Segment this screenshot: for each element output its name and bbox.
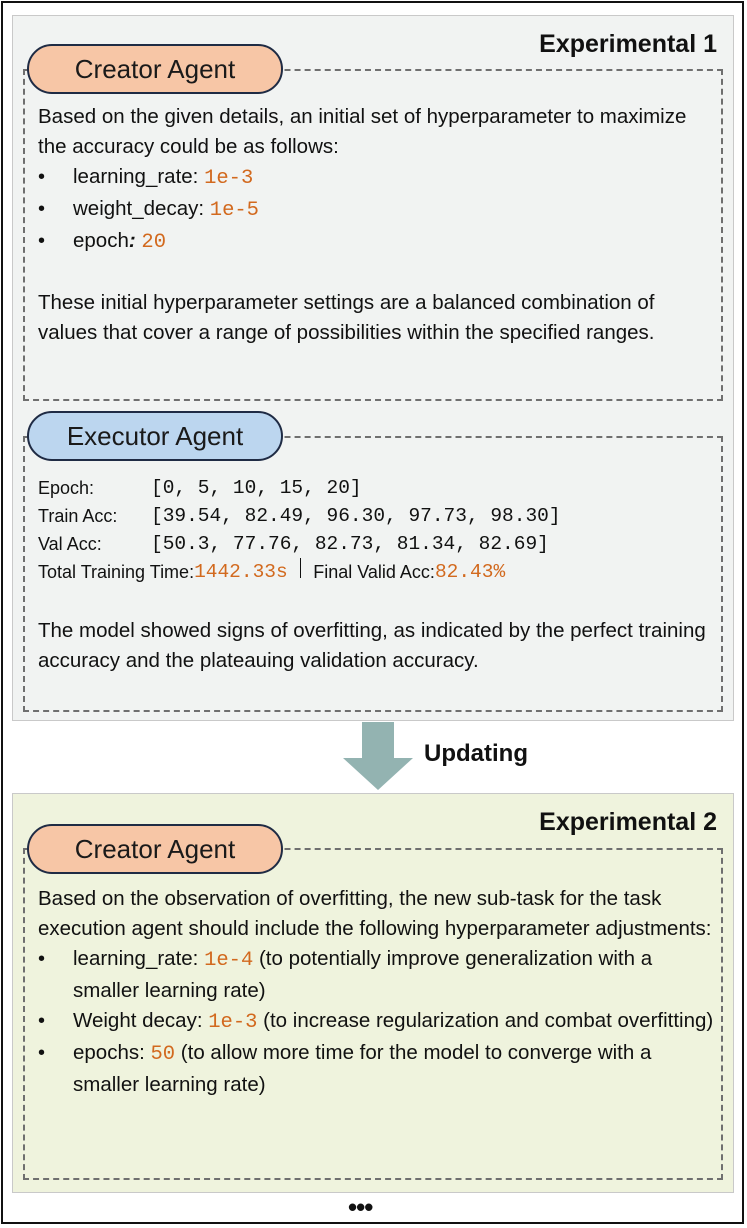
down-arrow-icon <box>340 722 416 792</box>
param-weight-decay: • weight_decay: 1e-5 <box>38 194 718 226</box>
creator-2-intro: Based on the observation of overfitting, the new sub-task for the task execution agent should include the following hyperparameter adjustments: <box>38 887 712 940</box>
creator-1-intro: Based on the given details, an initial set of hyperparameter to maximize the accuracy could be as follows: <box>38 105 687 158</box>
creator-1-param-list <box>38 162 718 258</box>
param-weight-decay-2: • Weight decay: 1e-3 (to increase regularization and combat overfitting) <box>38 1006 718 1038</box>
updating-label: Updating <box>424 740 528 767</box>
result-row-summary-metrics: Total Training Time: 1442.33s Final Valid Acc: 82.43% <box>38 558 561 586</box>
param-learning-rate: • learning_rate: 1e-3 <box>38 162 718 194</box>
executor-agent-pill: Executor Agent <box>27 411 283 461</box>
result-row-val-acc: Val Acc: [50.3, 77.76, 82.73, 81.34, 82.69] <box>38 533 549 555</box>
param-epochs-2: • epochs: 50 (to allow more time for the model to converge with a smaller learning rate) <box>38 1038 718 1100</box>
creator-agent-2-pill: Creator Agent <box>27 824 283 874</box>
result-row-epoch: Epoch: [0, 5, 10, 15, 20] <box>38 477 362 499</box>
continuation-ellipsis: ••• <box>348 1192 373 1222</box>
experiment-1-title: Experimental 1 <box>539 30 717 58</box>
executor-results <box>38 474 561 586</box>
param-learning-rate-2: • learning_rate: 1e-4 (to potentially improve generalization with a smaller learning rate) <box>38 944 718 1006</box>
executor-summary: The model showed signs of overfitting, as indicated by the perfect training accuracy and the plateauing validation accuracy. <box>38 619 706 672</box>
creator-1-outro: These initial hyperparameter settings are a balanced combination of values that cover a range of possibilities within the specified ranges. <box>38 291 655 344</box>
creator-2-content <box>38 884 718 1100</box>
creator-2-param-list <box>38 944 718 1100</box>
experiment-2-title: Experimental 2 <box>539 808 717 836</box>
result-row-train-acc: Train Acc: [39.54, 82.49, 96.30, 97.73, 98.30] <box>38 505 561 527</box>
param-epoch: • epoch: 20 <box>38 226 718 258</box>
creator-1-content <box>38 102 718 348</box>
creator-agent-1-pill: Creator Agent <box>27 44 283 94</box>
